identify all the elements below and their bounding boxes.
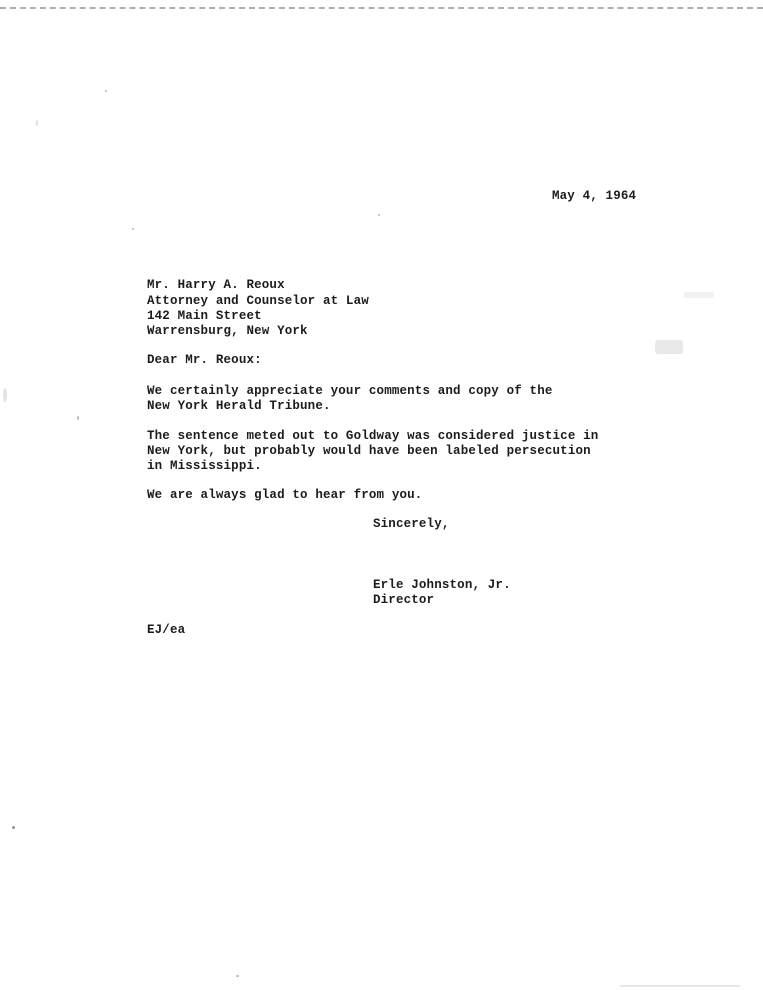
- scan-speck: [236, 975, 239, 977]
- closing: Sincerely,: [373, 517, 450, 531]
- paragraph-2-line-2: New York, but probably would have been labeled persecution: [147, 444, 591, 458]
- scan-speck: [3, 388, 7, 402]
- recipient-name: Mr. Harry A. Reoux: [147, 278, 285, 292]
- recipient-street: 142 Main Street: [147, 309, 262, 323]
- recipient-city: Warrensburg, New York: [147, 324, 308, 338]
- paragraph-1-line-2: New York Herald Tribune.: [147, 399, 331, 413]
- scan-speck: [378, 214, 380, 216]
- paragraph-3: We are always glad to hear from you.: [147, 488, 423, 502]
- reference-initials: EJ/ea: [147, 623, 186, 637]
- scan-speck: [132, 228, 134, 230]
- scan-speck: [12, 826, 15, 829]
- paragraph-1-line-1: We certainly appreciate your comments and copy of the: [147, 384, 553, 398]
- paragraph-2-line-3: in Mississippi.: [147, 459, 262, 473]
- scan-speck: [655, 340, 683, 354]
- paragraph-2-line-1: The sentence meted out to Goldway was considered justice in: [147, 429, 599, 443]
- signer-title: Director: [373, 593, 435, 607]
- recipient-title: Attorney and Counselor at Law: [147, 294, 369, 308]
- scan-speck: [684, 292, 714, 298]
- scan-speck: [105, 90, 107, 92]
- salutation: Dear Mr. Reoux:: [147, 353, 262, 367]
- signer-name: Erle Johnston, Jr.: [373, 578, 511, 592]
- scan-speck: [77, 416, 79, 420]
- letter-date: May 4, 1964: [552, 189, 637, 203]
- page-top-edge: [0, 0, 763, 9]
- scan-speck: [36, 120, 38, 126]
- scan-speck: [620, 985, 740, 987]
